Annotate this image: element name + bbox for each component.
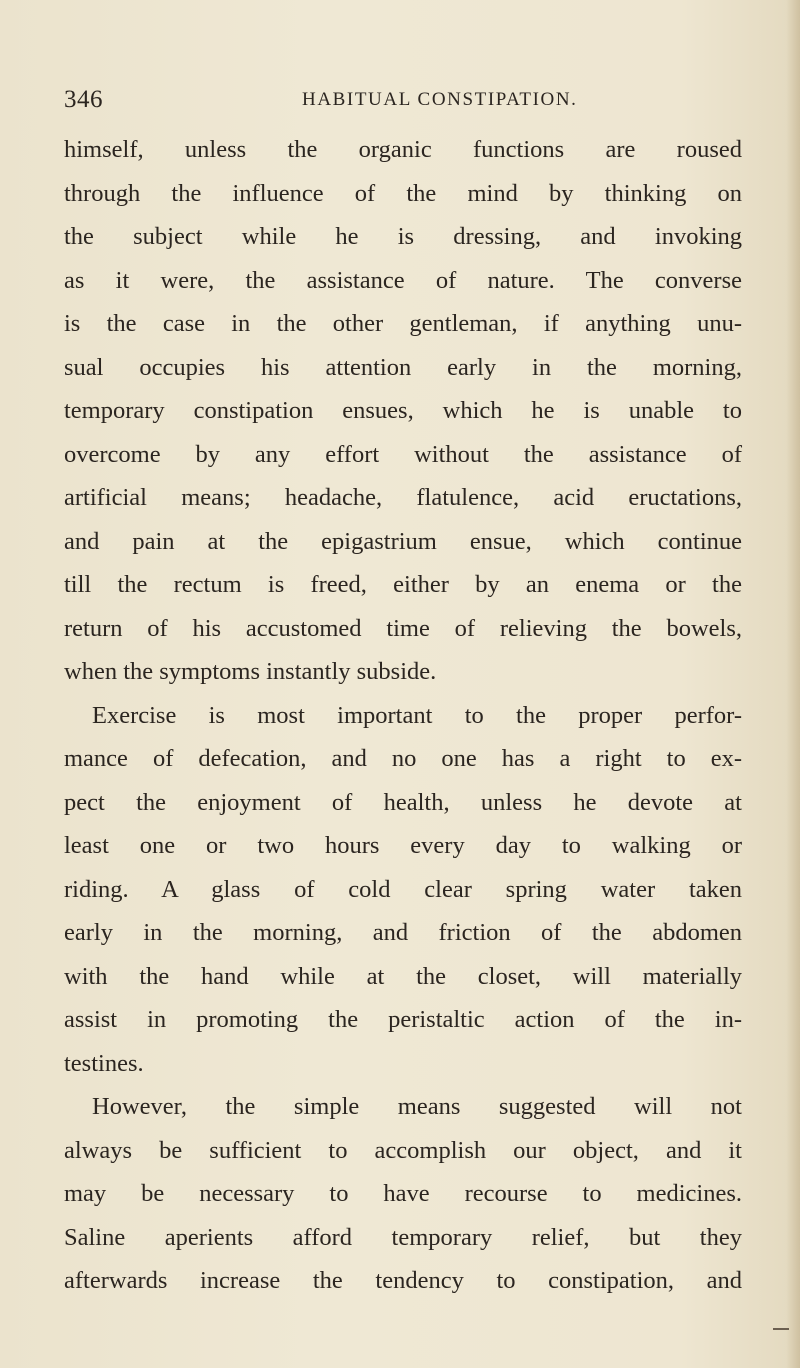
text-line: assist in promoting the peristaltic action of the in- xyxy=(64,1006,742,1033)
text-line: may be necessary to have recourse to medicines. xyxy=(64,1180,742,1207)
text-line: Saline aperients afford temporary relief, but they xyxy=(64,1223,742,1251)
text-line: riding. A glass of cold clear spring water taken xyxy=(64,875,742,903)
text-line: and pain at the epigastrium ensue, which continue xyxy=(64,527,742,555)
running-title: HABITUAL CONSTIPATION. xyxy=(302,89,578,110)
text-line: is the case in the other gentleman, if anything unu- xyxy=(64,310,742,337)
text-line: as it were, the assistance of nature. The converse xyxy=(64,266,742,294)
body-text xyxy=(64,128,742,1303)
text-line: afterwards increase the tendency to constipation, and xyxy=(64,1267,742,1294)
text-line: with the hand while at the closet, will materially xyxy=(64,962,742,990)
text-line: always be sufficient to accomplish our object, and it xyxy=(64,1136,742,1164)
text-line: sual occupies his attention early in the morning, xyxy=(64,353,742,381)
text-line: the subject while he is dressing, and invoking xyxy=(64,223,742,250)
paragraph-start-line: Exercise is most important to the proper perfor- xyxy=(92,701,742,729)
page-number: 346 xyxy=(64,86,103,113)
text-line: mance of defecation, and no one has a right to ex- xyxy=(64,745,742,772)
text-line: till the rectum is freed, either by an enema or the xyxy=(64,571,742,598)
running-head xyxy=(64,86,744,118)
text-line: testines. xyxy=(64,1049,144,1077)
text-line: through the influence of the mind by thinking on xyxy=(64,179,742,207)
text-line: return of his accustomed time of relieving the bowels, xyxy=(64,614,742,642)
text-line: when the symptoms instantly subside. xyxy=(64,658,437,685)
margin-mark xyxy=(773,1328,789,1330)
paragraph-start-line: However, the simple means suggested will not xyxy=(92,1093,742,1120)
text-line: least one or two hours every day to walking or xyxy=(64,832,742,859)
text-line: artificial means; headache, flatulence, acid eructations, xyxy=(64,484,742,511)
text-line: overcome by any effort without the assistance of xyxy=(64,440,742,468)
text-line: early in the morning, and friction of the abdomen xyxy=(64,919,742,946)
text-line: pect the enjoyment of health, unless he devote at xyxy=(64,788,742,816)
page-edge-shadow xyxy=(786,0,800,1368)
text-line: temporary constipation ensues, which he is unable to xyxy=(64,397,742,424)
text-line: himself, unless the organic functions are roused xyxy=(64,136,742,163)
